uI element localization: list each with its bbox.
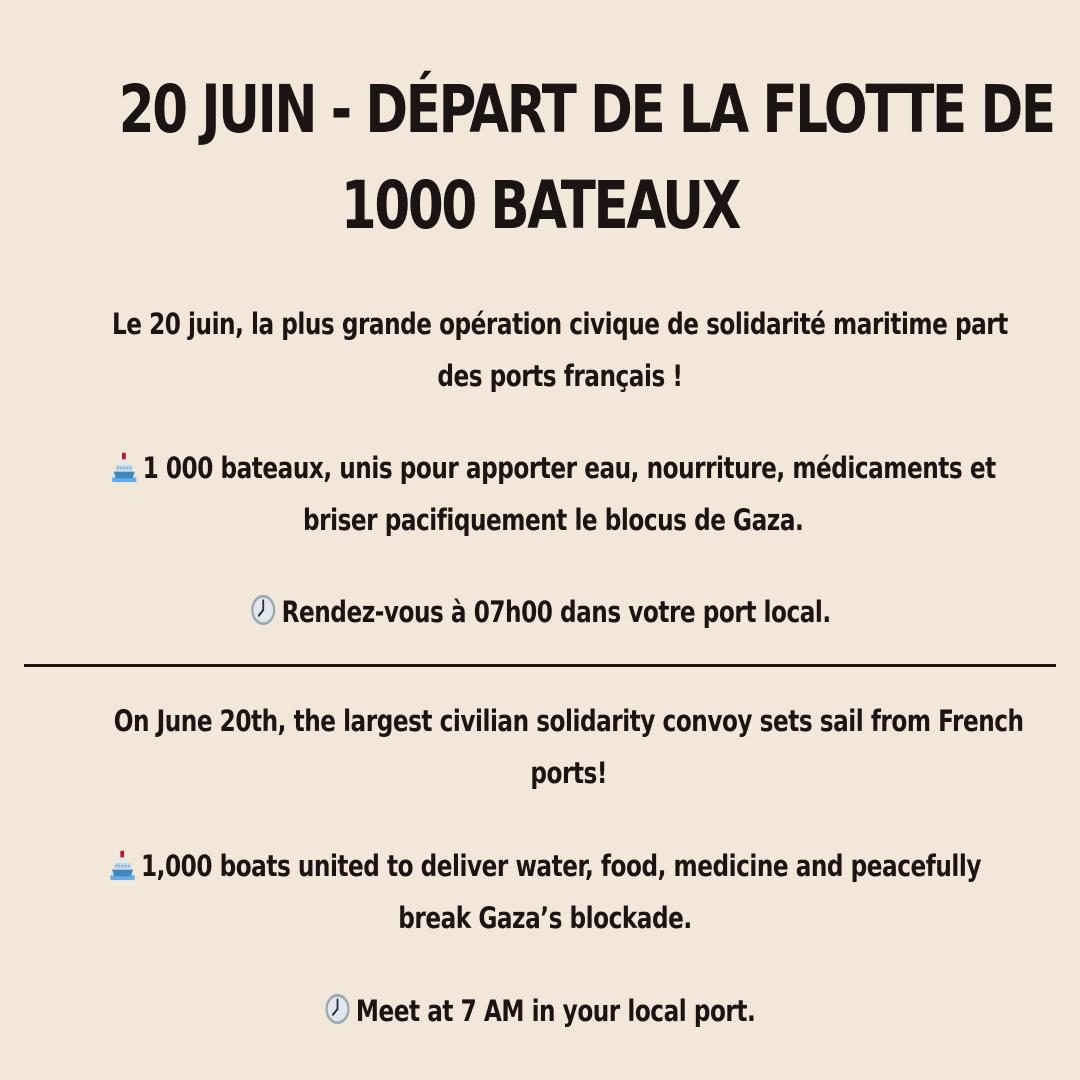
french-time-line: Rendez-vous à 07h00 dans votre port local. <box>281 595 831 629</box>
french-time <box>0 586 1080 638</box>
french-intro-line-1: Le 20 juin, la plus grande opération civique de solidarité maritime part <box>111 307 1008 341</box>
english-time <box>0 985 1080 1037</box>
page-title <box>118 62 1054 254</box>
clock-icon <box>324 992 351 1026</box>
french-boats-line-1: 1 000 bateaux, unis pour apporter eau, nourriture, médicaments et <box>142 451 996 485</box>
title-line-1: 20 JUIN - DÉPART DE LA FLOTTE DE <box>118 71 1054 148</box>
title-line-2: 1000 BATEAUX <box>340 167 740 244</box>
english-intro-line-1: On June 20th, the largest civilian solidarity convoy sets sail from French <box>113 704 1024 738</box>
ship-icon <box>109 847 136 881</box>
english-intro <box>0 695 1080 799</box>
section-divider <box>24 664 1056 667</box>
french-intro <box>0 298 1080 402</box>
english-boats <box>0 840 1080 944</box>
french-boats-line-2: briser pacifiquement le blocus de Gaza. <box>303 503 804 537</box>
ship-icon <box>111 449 138 483</box>
english-time-line: Meet at 7 AM in your local port. <box>356 994 756 1028</box>
english-boats-line-1: 1,000 boats united to deliver water, food, medicine and peacefully <box>140 849 981 883</box>
clock-icon <box>249 593 276 627</box>
french-boats <box>0 442 1080 546</box>
english-boats-line-2: break Gaza’s blockade. <box>398 901 692 935</box>
french-intro-line-2: des ports français ! <box>437 359 683 393</box>
english-intro-line-2: ports! <box>530 756 607 790</box>
